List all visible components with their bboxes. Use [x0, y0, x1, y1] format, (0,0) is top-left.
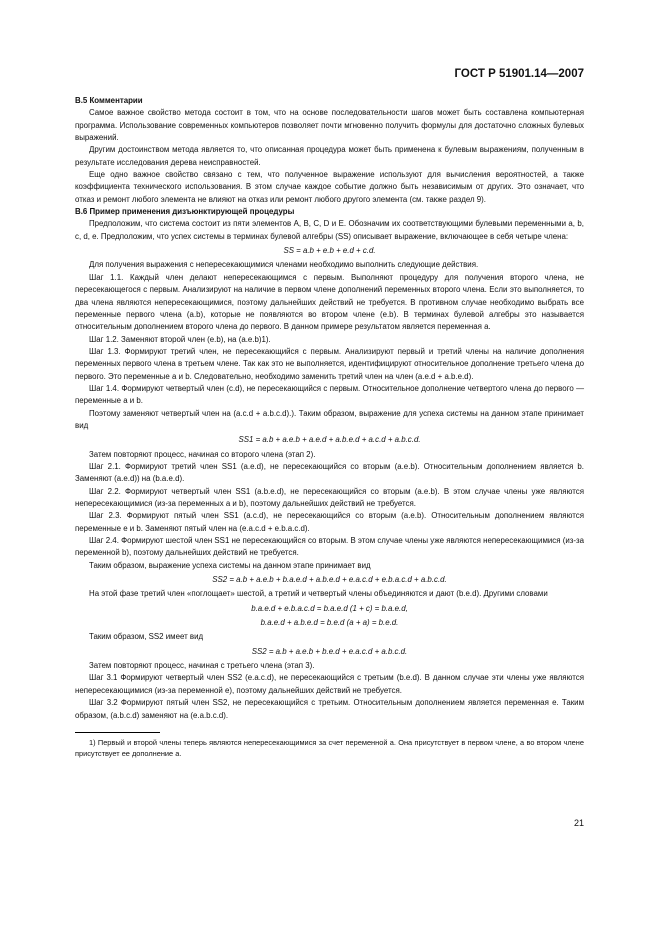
document-body — [75, 95, 584, 759]
b6-paragraph-4: Затем повторяют процесс, начиная со второго члена (этап 2). — [89, 449, 316, 459]
formula-ss1: SS1 = a.b + a.e.b + a.e.d + a.b.e.d + a.c.d + a.b.c.d. — [238, 435, 421, 445]
b6-paragraph-1: Предположим, что система состоит из пяти элементов А, В, С, D и Е. Обозначим их соответствующими булевыми переменными a, b, c, d, e. Предположим, что успех системы в терминах булевой алгебры (SS) описывает выражение, включающее в себя четыре члена: — [75, 219, 584, 241]
section-b6-title: В.6 Пример применения дизъюнктирующей процедуры — [75, 207, 295, 217]
step-1-1: Шаг 1.1. Каждый член делают непересекающимся с первым. Выполняют процедуру для получения второго члена, не пересекающегося с первым. Анализируют на наличие в первом члене дополнений переменных второго члена. Если это выполняется, то два члена являются непересекающимися, поэтому дальнейших действий не требуется. В противном случае необходимо выбрать все переменные первого члена (a.b), которые не появляются во втором члене (e.b). В терминах булевой алгебры это называется относительным дополнением второго члена до первого. В данном примере результатом является переменная a. — [75, 272, 584, 332]
formula-ss: SS = a.b + e.b + e.d + c.d. — [283, 246, 376, 256]
formula-ss2: SS2 = a.b + a.e.b + b.a.e.d + a.b.e.d + e.a.c.d + e.b.a.c.d + a.b.c.d. — [212, 575, 447, 585]
section-b5-title: В.5 Комментарии — [75, 96, 143, 105]
step-3-2: Шаг 3.2 Формируют пятый член SS2, не пересекающийся с третьим. Относительным дополнением является переменная e. Таким образом, (a.b.c.d) заменяют на (e.a.b.c.d). — [75, 698, 584, 720]
step-2-1: Шаг 2.1. Формируют третий член SS1 (a.e.d), не пересекающийся со вторым (a.e.b). Относительным дополнением является b. Заменяют (a.e.d)) на (b.a.e.d). — [75, 461, 584, 484]
formula-ss2-final: SS2 = a.b + a.e.b + b.e.d + e.a.c.d + a.b.c.d. — [251, 646, 408, 656]
formula-absorb-2: b.a.e.d + a.b.e.d = b.e.d (a + a) = b.e.d. — [260, 618, 399, 628]
b6-paragraph-5: Таким образом, выражение успеха системы на данном этапе принимает вид — [89, 560, 371, 570]
formula-absorb-1: b.a.e.d + e.b.a.c.d = b.a.e.d (1 + c) = b.a.e.d, — [251, 603, 408, 613]
b6-paragraph-8: Затем повторяют процесс, начиная с третьего члена (этап 3). — [89, 661, 315, 671]
step-3-1: Шаг 3.1 Формируют четвертый член SS2 (e.a.c.d), не пересекающийся с третьим (b.e.d). В данном случае эти члены уже являются непересекающимися (из-за переменной e), поэтому дальнейших действий не требуется. — [75, 673, 584, 695]
b6-paragraph-2: Для получения выражения с непересекающимися членами необходимо выполнить следующие действия. — [89, 260, 479, 270]
b5-paragraph-1: Самое важное свойство метода состоит в том, что на основе последовательности шагов может быть составлена компьютерная программа. Использование современных компьютеров позволяет почти мгновенно получить формулы для достаточно сложных булевых выражений. — [75, 108, 584, 143]
b6-paragraph-3: Поэтому заменяют четвертый член на (a.c.d + a.b.c.d).). Таким образом, выражение для успеха системы на данном этапе принимает вид — [75, 408, 584, 430]
step-2-3: Шаг 2.3. Формируют пятый член SS1 (a.c.d), не пересекающийся со вторым (a.e.b). Относительным дополнением являются переменные e и b. Заменяют пятый член на (e.a.c.d + e.b.a.c.d). — [75, 511, 584, 533]
footnote-divider — [75, 732, 160, 733]
b5-paragraph-2: Другим достоинством метода является то, что описанная процедура может быть применена к булевым выражениям, полученным в результате исследования дерева неисправностей. — [75, 145, 584, 167]
step-1-4: Шаг 1.4. Формируют четвертый член (c.d), не пересекающийся с первым. Относительное дополнение четвертого члена до первого — переменные a и b. — [75, 383, 584, 406]
footnote: 1) Первый и второй члены теперь являются непересекающимися за счет переменной a. Она присутствует в первом члене, а во втором члене присутствует ее дополнение a. — [75, 737, 584, 758]
b6-paragraph-6: На этой фазе третий член «поглощает» шестой, а третий и четвертый члены объединяются и дают (b.e.d). Другими словами — [89, 589, 548, 599]
step-2-4: Шаг 2.4. Формируют шестой член SS1 не пересекающийся со вторым. В этом случае члены уже являются непересекающимися (из-за переменной b), поэтому дальнейших действий не требуется. — [75, 536, 584, 558]
document-code: ГОСТ Р 51901.14—2007 — [454, 68, 584, 80]
b5-paragraph-3: Еще одно важное свойство связано с тем, что полученное выражение используют для вычисления вероятностей, а также коэффициента технического использования. В этом случае каждое событие должно быть независимым от других. Это означает, что отказ и ремонт любого элемента не влияют на отказ или ремонт любого другого элемента (см. также раздел 9). — [75, 170, 584, 204]
step-1-3: Шаг 1.3. Формируют третий член, не пересекающийся с первым. Анализируют первый и третий члены на наличие дополнения переменных первого члена в третьем члене. Так как это не выполняется, идентифицируют относительное дополнение третьего члена до первого. Это переменные a и b. Следовательно, необходимо заменить третий член на член (a.e.d + a.b.e.d). — [75, 346, 584, 381]
step-1-2: Шаг 1.2. Заменяют второй член (e.b), на (a.e.b)1). — [89, 334, 271, 344]
step-2-2: Шаг 2.2. Формируют четвертый член SS1 (a.b.e.d), не пересекающийся со вторым (a.e.b). В этом случае члены уже являются непересекающимися (из-за переменных a и b), поэтому дальнейших действий не требуется. — [75, 486, 584, 508]
b6-paragraph-7: Таким образом, SS2 имеет вид — [89, 632, 204, 642]
page-number: 21 — [573, 818, 584, 828]
